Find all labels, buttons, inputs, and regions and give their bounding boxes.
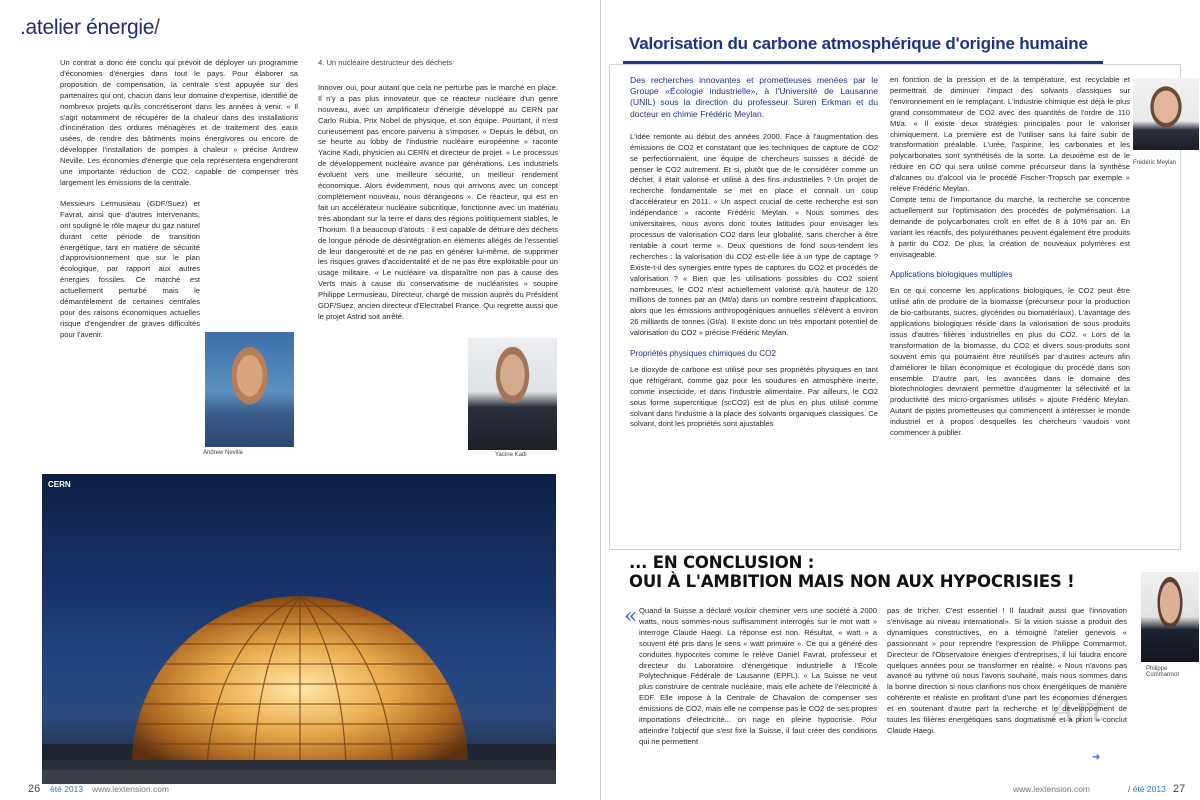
paragraph: Messieurs Lermusieau (GDF/Suez) et Favrat, ainsi que d'autres intervenants, ont souligné le rôle majeur du gaz naturel durant cette période de transition énergétique, tant en matière de sécurité d'approvisionnement que sur le plan écologique, par rapport aux autres énergies fossiles. Ce marché est actuellement perturbé mais le démantèlement de certaines centrales pour des raisons économiques actuelles risque d'engendrer de graves difficultés pour l'avenir. [60,198,200,339]
conclusion-column-1 [639,606,877,758]
paragraph: Le dioxyde de carbone est utilisé pour ses propriétés physiques en tant que réfrigérant, comme gaz pour les soudures en atmosphère inerte, comme insecticide, et dans l'industrie alimentaire. Par ailleurs, le CO2 sous forme supercritique (scCO2) est de plus en plus utilisé comme solvant dans l'industrie à la place des solvants organiques classiques. Ce solvant, dont les propriétés sont ajustables [630,364,878,429]
paragraph: L'idée remonte au début des années 2000. Face à l'augmentation des émissions de CO2 et constatant que les techniques de capture de CO2 se perfectionnaient, une équipe de chercheurs suisses a décidé de penser le CO2 autrement. Et si, plutôt que de le considérer comme un déchet, il était valorisé et utilisé à des fins industrielles ? Un projet de recherche fondamentale se met en place et connaît un coup d'accélérateur en 2011. « Un aspect crucial de cette recherche est son indépendance » raconte Frédéric Meylan. « Nous sommes des universitaires, nous avons donc toutes latitudes pour envisager les processus de valorisation CO2 dans leur globalité, sans chercher à être rentable à court terme ». Deux questions de fond sous-tendent les recherches : la valorisation du CO2 est-elle liée à un type de captage ? Existe-t-il des synergies entre types de captures du CO2 et procédés de valorisation ? « Bien que les utilisations possibles du CO2 soient nombreuses, le CO2 n'est actuellement valorisé qu'à hauteur de 120 millions de tonnes par an (Mt/a) dans un nombre restreint d'applications, alors que les émissions anthropogéniques annuelles s'élèvent à environ 26 milliards de tonnes (Gt/a). Il existe donc un très important potentiel de valorisation du CO2 » précise Frédéric Meylan. [630,131,878,338]
caption-philippe-commarmot: Philippe Commarmot [1146,666,1180,678]
portrait-frederic-meylan [1133,78,1199,150]
paragraph: Innover oui, pour autant que cela ne perturbe pas le marché en place. Il n'y a pas plus innovateur que ce réacteur nucléaire d'un genre nouveau, avec un amplificateur d'énergie développé au CERN par Carlo Rubia, Prix Nobel de physique, et son équipe. Pourtant, il n'est curieusement pas encore parvenu à s'imposer. « Depuis le début, on se heurte au lobby de l'industrie nucléaire européenne » raconte Yacine Kadi, physicien au CERN et directeur de projet. « Le processus de développement nucléaire avance par générations. Les industriels évoluent vers une meilleure sécurité, un meilleur rendement économique. Alors évidemment, nous qui arrivons avec un concept complètement nouveau, nous dérangeons ». Ce réacteur, qui est en fait un accélérateur nucléaire subcritique, fonctionne avec un matériau très abondant sur la terre et dans des régions politiquement stables, le Thorium. Il a beaucoup d'atouts : il est capable de détruire des déchets de longue période de désintégration en éléments allégés de l'essentiel de leur dangerosité et de ne pas en générer lui-même, de supprimer les risques graves d'accidentalité et de ne pas être exploitable pour un usage militaire. « Le nucléaire va disparaître non pas à cause des Verts mais à cause du conservatisme de nucléaristes » soupire Philippe Lermusieau, Directeur, chargé de mission auprès du Président GDF/Suez, ancien directeur d'Electrabel France. Qui regrette aussi que le projet Astrid soit arrêté. [318,82,558,321]
portrait-andrew-neville [205,332,294,447]
conclusion-title-line-2: OUI À L'AMBITION MAIS NON AUX HYPOCRISIES ! [629,572,1075,591]
article-title-bar [623,24,1103,64]
portrait-yacine-kadi [468,338,557,450]
issue-label: / été 2013 [1128,784,1166,794]
article-box [609,64,1181,550]
subheading: Propriétés physiques chimiques du CO2 [630,349,777,359]
cern-globe-illustration [42,474,556,784]
issue-label: été 2013 [50,784,84,794]
continue-arrow-icon: ➜ [1092,752,1101,763]
caption-frederic-meylan: Frédéric Meylan [1133,160,1177,166]
subheading: 4. Un nucléaire destructeur des déchets [318,58,453,67]
left-column-1 [60,58,298,351]
right-page [600,0,1200,800]
cern-globe-photo [42,474,556,784]
caption-yacine-kadi: Yacine Kadi [495,452,527,458]
paragraph: pas de tricher. C'est essentiel ! Il faudrait aussi que l'innovation s'envisage au niveau international». Si la vision suisse a produit des dynamiques constructives, en a témoigné l'atelier genevois « passionnant » pour reprendre l'expression de Philippe Commarmot, Directeur de l'Observatoire énergies d'entreprises, il lui faudra encore quelques années pour se transformer en réalité. « Nous n'avons pas avancé au rythme où nous l'avons souhaité, mais nous sommes dans la bonne direction si nous clarifions nos choix énergétiques de manière cohérente et réaliste en profitant d'une part les économies d'énergies et en soutenant d'autre part la recherche et le développement de toutes les filières énergétiques sans dogmatisme et a priori » conclut Claude Haegi. [887,606,1127,735]
caption-andrew-neville: Andrew Neville [203,450,244,456]
paragraph: en fonction de la pression et de la température, est recyclable et permettrait de diminuer l'impact des solvants classiques sur l'environnement en le remplaçant. L'industrie chimique est déjà le plus grand consommateur de CO2 avec des quantités de l'ordre de 110 Mt/a. « Il existe deux stratégies principales pour le valoriser chimiquement. La première est de l'utiliser sans lui faire subir de transformation préalable. L'urée, l'aspirine, les carbonates et les polycarbonates sont synthétisés de la sorte. La deuxième est de le réduire en CO qui sera utilisé comme précurseur dans la synthèse d'alcanes ou d'alcool via le procédé Fischer-Tropsch par exemple » relève Frédéric Meylan. [890,75,1130,194]
cern-photo-label: CERN [48,480,71,489]
conclusion-title [629,553,1149,591]
left-folio [0,778,600,800]
subheading: Applications biologiques multiples [890,270,1013,280]
section-tag-text: .atelier énergie [20,16,155,39]
paragraph: En ce qui concerne les applications biologiques, le CO2 peut être utilisé afin de produire de la biomasse (précurseur pour la production de bio-carburants, sucres, glycérides ou biomatériaux). L'avantage des applications biologiques réside dans la valorisation de sous produits issus d'autres filières industrielles en plus du CO2. « Lors de la transformation de la biomasse, du CO2 et divers sous-produits sont souvent émis qui pourraient être réutilisés par d'autres acteurs afin d'améliorer le bilan économique et écologique du procédé dans son ensemble. D'autre part, les avancées dans le domaine des biotechnologies devraient permettre d'augmenter la sélectivité et la productivité des micro-organismes utilisés » ajoute Frédéric Meylan. Autant de pistes prometteuses qui commencent à intéresser le monde industriel et à propos desquelles les chercheurs vaudois vont commencer à publier. [890,286,1130,438]
paragraph: Compte tenu de l'importance du marché, la recherche se concentre actuellement sur l'optimisation des procédés de polymérisation. La demande de polycarbonates croît en effet de 8 à 10% par an. En variant les réactifs, des polyuréthanes peuvent également être produits à partir du CO2. De plus, la création de nouveaux polymères est envisageable. [890,194,1130,259]
conclusion-title-line-1: ... EN CONCLUSION : [629,553,815,572]
right-folio [601,778,1200,800]
section-tag-slash: / [154,16,160,39]
article-lead: Des recherches innovantes et prometteuses menées par le Groupe «Écologie industrielle», à l'Université de Lausanne (UNIL) sous la direction du professeur Suren Erkman et du docteur en chimie Frédéric Meylan. [630,75,878,119]
watermark: Art [1051,690,1106,730]
website-label: www.lextension.com [1013,784,1091,794]
quote-mark-icon: « [624,604,638,629]
right-column-1 [630,75,878,440]
page-number: 27 [1173,783,1186,795]
left-column-2 [318,58,558,333]
paragraph: Un contrat a donc été conclu qui prévoit de déployer un programme d'économies d'énergies dans tout le pays. Pour élaborer sa proposition de compensation, la centrale s'est appuyée sur des partenaires qui ont, chacun dans leur domaine d'expertise, identifié de nombreux projets qu'ils concrétiseront dans les années à venir. « Il s'agit notamment de récupérer de la chaleur dans des installations d'incinération des ordures ménagères et de traitement des eaux usées, de rendre des bâtiments moins énergivores ou encore de développer l'installation de pompes à chaleur » précise Andrew Neville. Les économies d'énergie que cela représentera engendreront une importante réduction de CO2, capable de compenser très largement les émissions de la centrale. [60,58,298,187]
right-column-2 [890,75,1130,449]
paragraph: Quand la Suisse a déclaré vouloir cheminer vers une société à 2000 watts, nous sommes-nous suffisamment interrogés sur le mot watt » interroge Claude Haegi. La réponse est non. Résultat, « watt » a souvent été pris dans le sens « watt primaire ». Ce qui a généré des conduites hypocrites comme le relève Daniel Favrat, professeur et directeur du Laboratoire d'énergétique industrielle à l'École Polytechnique Fédérale de Lausanne (EPFL). « La Suisse ne veut plus construire de centrale nucléaire, mais elle achète de l'électricité à EDF. Elle impose à la Centrale de Chavalon de compenser ses émissions de CO2, mais elle ne compense pas le CO2 de ses propres importations d'électricité... on nage en pleine hypocrisie. Pour atteindre l'objectif que s'est fixé la Suisse, il faut créer des conditions qui ne permettent [639,606,877,746]
portrait-philippe-commarmot [1141,572,1199,662]
article-title: Valorisation du carbone atmosphérique d'origine humaine [629,34,1088,53]
website-label: www.lextension.com [92,784,170,794]
section-tag [20,16,160,40]
page-number: 26 [28,783,41,795]
